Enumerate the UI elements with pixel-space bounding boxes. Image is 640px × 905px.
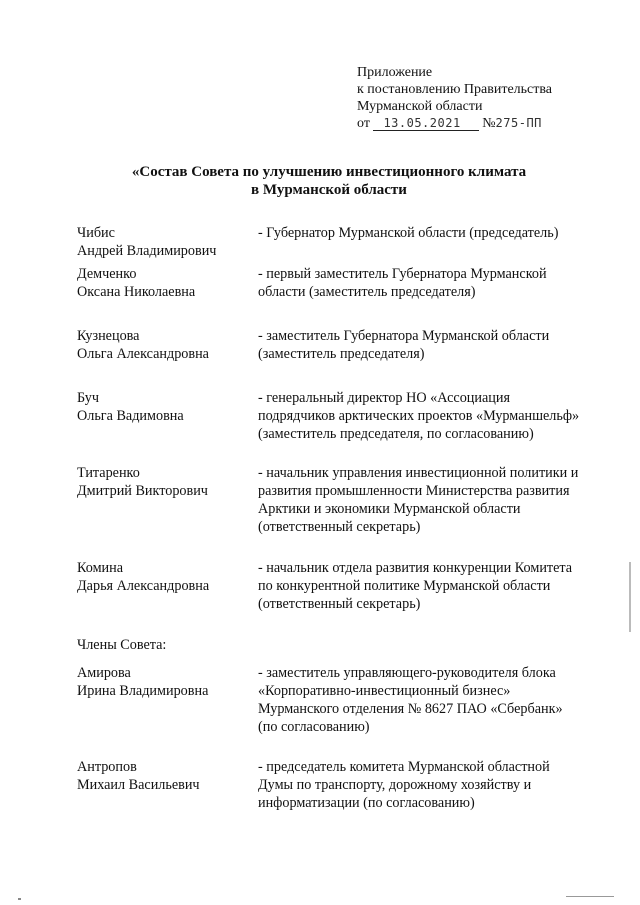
role-line: - генеральный директор НО «Ассоциация <box>258 390 510 406</box>
member-surname: Чибис <box>77 225 115 241</box>
date-prefix: от <box>357 116 370 131</box>
member-role <box>258 464 598 536</box>
member-given-name: Ольга Вадимовна <box>77 408 184 424</box>
member-role <box>258 327 598 363</box>
member-given-name: Михаил Васильевич <box>77 777 200 793</box>
member-name <box>77 265 247 301</box>
scan-artifact <box>566 896 614 897</box>
member-surname: Демченко <box>77 266 137 282</box>
role-line: (по согласованию) <box>258 719 370 735</box>
member-name <box>77 389 247 425</box>
member-given-name: Ольга Александровна <box>77 346 209 362</box>
member-name <box>77 464 247 500</box>
member-role <box>258 559 598 613</box>
appendix-date-line <box>357 115 552 132</box>
appendix-reference: к постановлению Правительства <box>357 82 553 97</box>
document-title <box>0 163 640 199</box>
role-line: - Губернатор Мурманской области (председатель) <box>258 225 559 241</box>
member-given-name: Андрей Владимирович <box>77 243 217 259</box>
member-role <box>258 265 598 301</box>
member-role <box>258 224 598 242</box>
role-line: - заместитель Губернатора Мурманской области <box>258 328 550 344</box>
number-prefix: № <box>482 116 496 131</box>
member-surname: Амирова <box>77 665 131 681</box>
member-name <box>77 224 247 260</box>
appendix-title: Приложение <box>357 65 433 80</box>
role-line: Арктики и экономики Мурманской области <box>258 501 521 517</box>
member-given-name: Оксана Николаевна <box>77 284 196 300</box>
resolution-date: 13.05.2021 <box>373 116 478 131</box>
member-name <box>77 327 247 363</box>
title-line-1: «Состав Совета по улучшению инвестиционного климата <box>131 164 527 180</box>
resolution-number: 275-ПП <box>495 116 542 130</box>
role-line: (заместитель председателя, по согласованию) <box>258 426 534 442</box>
member-surname: Кузнецова <box>77 328 140 344</box>
role-line: Думы по транспорту, дорожному хозяйству и <box>258 777 532 793</box>
scan-edge-mark <box>629 562 631 632</box>
member-surname: Титаренко <box>77 465 140 481</box>
role-line: (заместитель председателя) <box>258 346 425 362</box>
appendix-block <box>357 64 552 132</box>
role-line: (ответственный секретарь) <box>258 519 421 535</box>
member-role <box>258 664 598 736</box>
members-heading: Члены Совета: <box>77 637 167 653</box>
role-line: Мурманского отделения № 8627 ПАО «Сбербанк» <box>258 701 563 717</box>
member-given-name: Дарья Александровна <box>77 578 210 594</box>
role-line: области (заместитель председателя) <box>258 284 476 300</box>
role-line: (ответственный секретарь) <box>258 596 421 612</box>
role-line: развития промышленности Министерства развития <box>258 483 570 499</box>
role-line: по конкурентной политике Мурманской области <box>258 578 551 594</box>
member-surname: Антропов <box>77 759 137 775</box>
member-given-name: Ирина Владимировна <box>77 683 209 699</box>
member-surname: Буч <box>77 390 100 406</box>
member-role <box>258 758 598 812</box>
role-line: «Корпоративно-инвестиционный бизнес» <box>258 683 511 699</box>
member-name <box>77 664 247 700</box>
member-name <box>77 758 247 794</box>
member-name <box>77 559 247 595</box>
appendix-region: Мурманской области <box>357 99 483 114</box>
member-role <box>258 389 598 443</box>
role-line: - начальник управления инвестиционной политики и <box>258 465 579 481</box>
title-line-2: в Мурманской области <box>251 182 407 198</box>
role-line: - первый заместитель Губернатора Мурманской <box>258 266 547 282</box>
member-surname: Комина <box>77 560 124 576</box>
role-line: - начальник отдела развития конкуренции Комитета <box>258 560 573 576</box>
member-given-name: Дмитрий Викторович <box>77 483 208 499</box>
role-line: - председатель комитета Мурманской областной <box>258 759 550 775</box>
role-line: подрядчиков арктических проектов «Мурманшельф» <box>258 408 580 424</box>
scan-artifact <box>18 898 21 900</box>
role-line: - заместитель управляющего-руководителя блока <box>258 665 556 681</box>
role-line: информатизации (по согласованию) <box>258 795 475 811</box>
